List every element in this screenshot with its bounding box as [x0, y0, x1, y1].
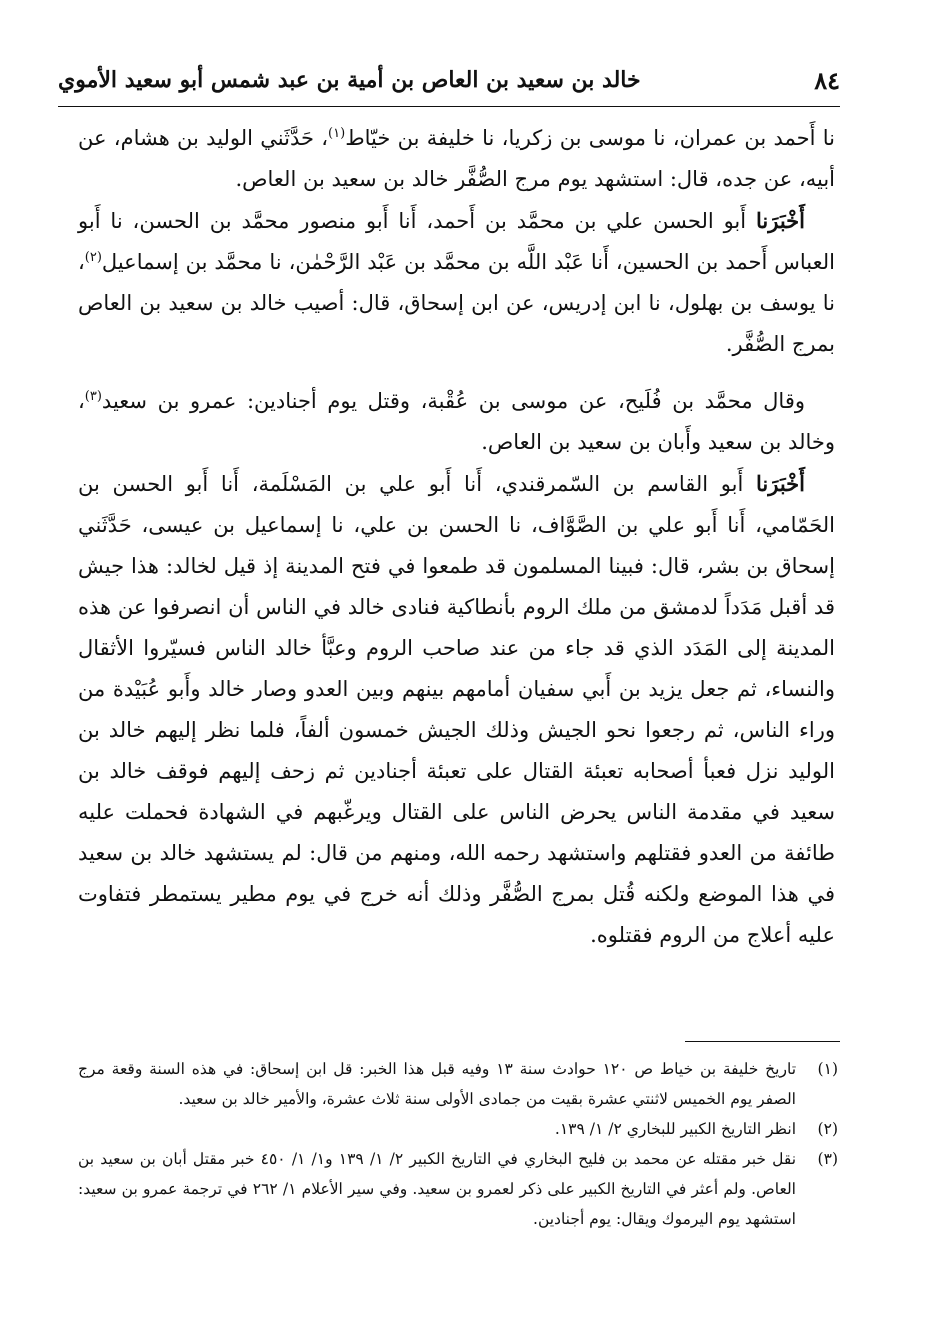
footnote-2 [78, 1114, 838, 1144]
lead-word: أَخْبَرَنا [756, 471, 805, 496]
footnote-reference-2: (٢) [84, 250, 102, 265]
footnote-3 [78, 1144, 838, 1234]
paragraph-text: ، حَدَّثَني الوليد بن هشام، عن أبيه، عن جده، قال: استشهد يوم مرج الصُّفَّر خالد بن سعيد بن العاص. [78, 126, 835, 191]
footnote-reference-3: (٣) [84, 389, 102, 404]
main-text [78, 118, 835, 956]
paragraph-text: نا أَحمد بن عمران، نا موسى بن زكريا، نا خليفة بن خيّاط [345, 126, 835, 150]
header-rule [58, 106, 840, 107]
paragraph-text: وقال محمَّد بن فُلَيح، عن موسى بن عُقْبة، وقتل يوم أجنادين: عمرو بن سعيد [101, 389, 805, 413]
footnote-text: تاريخ خليفة بن خياط ص ١٢٠ حوادث سنة ١٣ وفيه قبل هذا الخبر: قل ابن إسحاق: في هذه السنة وقعة مرج الصفر يوم الخميس لاثنتي عشرة بقيت من جمادى الأولى سنة ثلاث عشرة، والأمير خالد بن سعيد. [78, 1060, 797, 1108]
footnote-1 [78, 1054, 838, 1114]
page-number: ٨٤ [814, 65, 840, 95]
footnote-text: نقل خبر مقتله عن محمد بن فليح البخاري في التاريخ الكبير ٢/ ١/ ١٣٩ و١/ ١/ ٤٥٠ خبر مقتل أبان بن سعيد بن العاص. ولم أعثر في التاريخ الكبير على ذكر لعمرو بن سعيد. وفي سير الأعلام ١/ ٢٦٢ في ترجمة عمرو بن سعيد: استشهد يوم اليرموك ويقال: يوم أجنادين. [78, 1150, 797, 1228]
footnote-rule [685, 1041, 840, 1042]
paragraph-1 [78, 118, 835, 200]
paragraph-4 [78, 463, 835, 956]
footnote-number: (٢) [817, 1120, 838, 1138]
footnotes [78, 1054, 838, 1234]
paragraph-3 [78, 381, 835, 463]
footnote-number: (١) [817, 1060, 838, 1078]
footnote-text: انظر التاريخ الكبير للبخاري ٢/ ١/ ١٣٩. [554, 1120, 796, 1138]
page-header [58, 60, 840, 100]
paragraph-text: ، نا يوسف بن بهلول، نا ابن إدريس، عن ابن إسحاق، قال: أصيب خالد بن سعيد بن العاص بمرج الصُّفَّر. [78, 250, 835, 356]
footnote-number: (٣) [817, 1150, 838, 1168]
paragraph-text: ، وخالد بن سعيد وأَبان بن سعيد بن العاص. [78, 389, 835, 454]
paragraph-text: أَبو القاسم بن السّمرقندي، أَنا أَبو علي بن المَسْلَمة، أَنا أَبو الحسن بن الحَمّامي، أَنا أَبو علي بن الصَّوَّاف، نا الحسن بن علي، نا إسماعيل بن عيسى، حَدَّثَني إسحاق بن بشر، قال: فبينا المسلمون قد طمعوا في فتح المدينة إذ قيل لخالد: هذا جيش قد أقبل مَدَداً لدمشق من ملك الروم بأنطاكية فنادى خالد في الناس أن انصرفوا عن هذه المدينة إلى المَدَد الذي قد جاء من عند صاحب الروم وعبَّأ خالد الناس فسيّروا الأثقال والنساء، ثم جعل يزيد بن أَبي سفيان أمامهم بينهم وبين العدو وصار خالد وأَبو عُبَيْدة من وراء الناس، ثم رجعوا نحو الجيش وذلك الجيش خمسون ألفاً، فلما نظر إليهم خالد بن الوليد نزل فعبأ أصحابه تعبئة القتال على تعبئة أجنادين ثم زحف إليهم فوقف خالد بن سعيد في مقدمة الناس يحرض الناس على القتال ويرغّبهم في الشهادة فحملت عليه طائفة من العدو فقتلهم واستشهد رحمه الله، ومنهم من قال: لم يستشهد خالد بن سعيد في هذا الموضع ولكنه قُتل بمرج الصُّفَّر وذلك أنه خرج في يوم مطير يستمطر فتفاوت عليه أعلاج من الروم فقتلوه. [78, 472, 835, 947]
paragraph-2 [78, 200, 835, 365]
running-title: خالد بن سعيد بن العاص بن أمية بن عبد شمس أبو سعيد الأموي [58, 67, 641, 93]
footnote-reference-1: (١) [328, 126, 346, 141]
lead-word: أَخْبَرَنا [756, 208, 805, 233]
paragraph-text: أَبو الحسن علي بن محمَّد بن أَحمد، أَنا أَبو منصور محمَّد بن الحسن، نا أَبو العباس أَحمد بن الحسين، أَنا عَبْد اللَّه بن محمَّد بن عَبْد الرَّحْمٰن، نا محمَّد بن إسماعيل [78, 209, 835, 274]
